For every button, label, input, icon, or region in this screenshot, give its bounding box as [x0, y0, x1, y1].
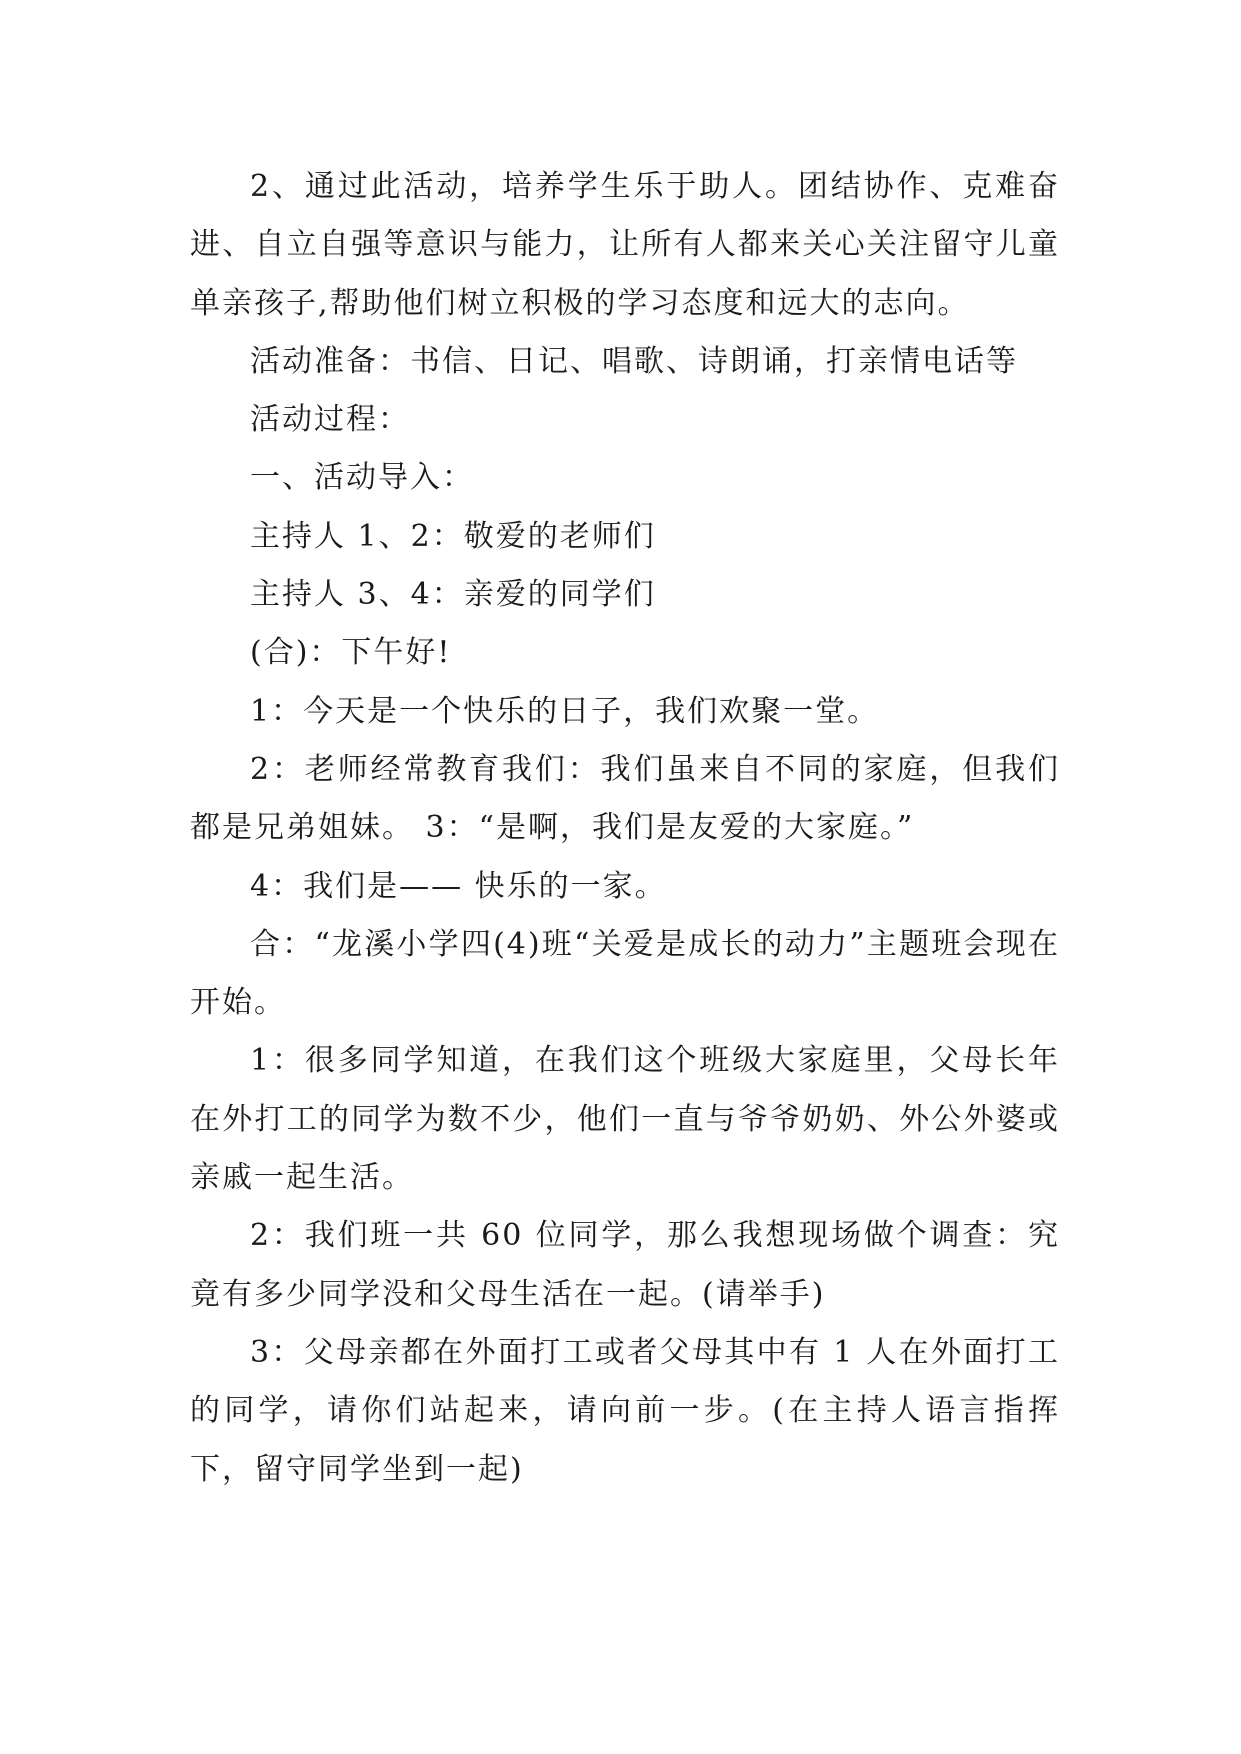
paragraph: 3：父母亲都在外面打工或者父母其中有 1 人在外面打工的同学，请你们站起来，请向前一步。(在主持人语言指挥下，留守同学坐到一起) [190, 1334, 1060, 1487]
paragraph: 主持人 1、2：敬爱的老师们 [250, 518, 656, 554]
paragraph: 2：老师经常教育我们：我们虽来自不同的家庭，但我们都是兄弟姐妹。 3：“是啊，我们是友爱的大家庭。” [190, 751, 1060, 846]
paragraph: 一、活动导入： [250, 460, 474, 496]
paragraph: 2：我们班一共 60 位同学，那么我想现场做个调查：究竟有多少同学没和父母生活在一起。(请举手) [190, 1218, 1060, 1312]
paragraph: (合)：下午好! [250, 635, 452, 671]
paragraph: 主持人 3、4：亲爱的同学们 [250, 577, 656, 613]
document-body [190, 158, 1060, 1499]
paragraph: 1：今天是一个快乐的日子，我们欢聚一堂。 [250, 693, 880, 729]
paragraph: 4：我们是—— 快乐的一家。 [250, 868, 667, 904]
paragraph: 活动准备：书信、日记、唱歌、诗朗诵，打亲情电话等 [250, 343, 1018, 379]
paragraph: 活动过程： [250, 402, 410, 438]
paragraph: 1：很多同学知道，在我们这个班级大家庭里，父母长年在外打工的同学为数不少，他们一直与爷爷奶奶、外公外婆或亲戚一起生活。 [190, 1043, 1060, 1196]
paragraph: 2、通过此活动，培养学生乐于助人。团结协作、克难奋进、自立自强等意识与能力，让所有人都来关心关注留守儿童单亲孩子,帮助他们树立积极的学习态度和远大的志向。 [190, 169, 1060, 321]
paragraph: 合：“龙溪小学四(4)班“关爱是成长的动力”主题班会现在开始。 [190, 926, 1060, 1021]
